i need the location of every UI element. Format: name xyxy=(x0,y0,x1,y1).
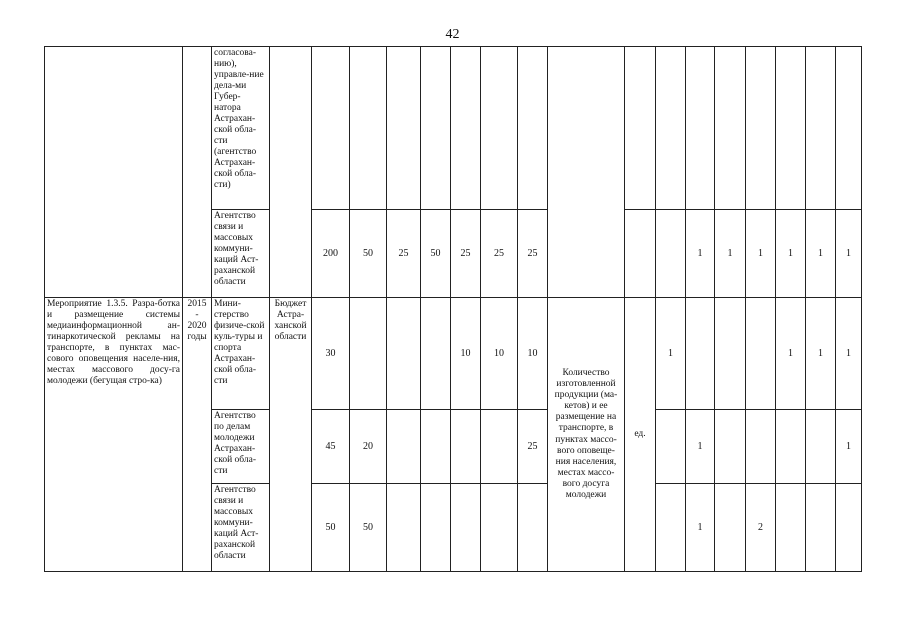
value-cell: 25 xyxy=(387,210,421,298)
value-cell xyxy=(387,298,421,410)
value-cell: 10 xyxy=(481,298,518,410)
executor-cell: Агентство связи и массовых коммуни-каций Аст-раханской области xyxy=(212,484,270,572)
executor-cell: Агентство связи и массовых коммуни-каций Аст-раханской области xyxy=(212,210,270,298)
indicator-cell: 1 xyxy=(686,210,715,298)
value-cell: 50 xyxy=(312,484,350,572)
indicator-cell: 2 xyxy=(746,484,776,572)
value-cell: 25 xyxy=(451,210,481,298)
value-cell: 25 xyxy=(518,210,548,298)
value-cell xyxy=(451,484,481,572)
value-cell: 30 xyxy=(312,298,350,410)
executor-cell: Агентство по делам молодежи Астрахан-ской обла-сти xyxy=(212,410,270,484)
value-cell xyxy=(350,298,387,410)
value-cell: 25 xyxy=(518,410,548,484)
value-cell xyxy=(387,484,421,572)
value-cell: 50 xyxy=(421,210,451,298)
indicator-cell: 1 xyxy=(776,210,806,298)
indicator-cell xyxy=(656,210,686,298)
program-table xyxy=(44,46,862,572)
value-cell: 50 xyxy=(350,210,387,298)
table-row xyxy=(45,47,862,210)
indicator-cell: 1 xyxy=(806,210,836,298)
value-cell xyxy=(451,410,481,484)
indicator-cell xyxy=(806,484,836,572)
indicator-cell: 1 xyxy=(686,410,715,484)
indicator-cell: 1 xyxy=(836,298,862,410)
indicator-cell xyxy=(715,484,746,572)
value-cell: 10 xyxy=(518,298,548,410)
indicator-cell: 1 xyxy=(836,410,862,484)
executor-cell: согласова-нию), управле-ние дела-ми Губер-натора Астрахан-ской обла-сти (агентство Астрахан-ской обла-сти) xyxy=(212,47,270,210)
indicator-cell: 1 xyxy=(686,484,715,572)
indicator-cell: 1 xyxy=(715,210,746,298)
period-cell: 2015 - 2020 годы xyxy=(183,298,212,572)
table-row xyxy=(45,298,862,410)
value-cell xyxy=(421,410,451,484)
value-cell xyxy=(421,484,451,572)
indicator-cell: 1 xyxy=(656,298,686,410)
indicator-name: Количество изготовленной продукции (ма-кетов) и ее размещение на транспорте, в пунктах массо-вого оповеще-ния населения, местах массо-вого досуга молодежи xyxy=(548,298,625,572)
indicator-cell xyxy=(656,484,686,572)
value-cell xyxy=(518,484,548,572)
indicator-cell: 1 xyxy=(836,210,862,298)
value-cell: 50 xyxy=(350,484,387,572)
executor-cell: Мини-стерство физиче-ской куль-туры и спорта Астрахан-ской обла-сти xyxy=(212,298,270,410)
value-cell: 25 xyxy=(481,210,518,298)
indicator-cell xyxy=(715,298,746,410)
source-cell: Бюджет Астра-ханской области xyxy=(270,298,312,572)
indicator-cell xyxy=(746,298,776,410)
indicator-cell xyxy=(686,298,715,410)
indicator-cell: 1 xyxy=(776,298,806,410)
unit-cell: ед. xyxy=(625,298,656,572)
measure-title: Мероприятие 1.3.5. Разра-ботка и размещение системы медиаинформационной ан-тинаркотической рекламы на транспорте, в пунктах мас-сового оповещения населе-ния, местах массового досу-га молодежи (бегущая стро-ка) xyxy=(45,298,183,572)
indicator-cell xyxy=(715,410,746,484)
indicator-cell xyxy=(806,410,836,484)
value-cell: 20 xyxy=(350,410,387,484)
value-cell xyxy=(481,484,518,572)
indicator-cell: 1 xyxy=(806,298,836,410)
value-cell xyxy=(387,410,421,484)
value-cell xyxy=(481,410,518,484)
value-cell: 200 xyxy=(312,210,350,298)
indicator-cell xyxy=(746,410,776,484)
value-cell: 10 xyxy=(451,298,481,410)
value-cell: 45 xyxy=(312,410,350,484)
indicator-cell xyxy=(836,484,862,572)
value-cell xyxy=(421,298,451,410)
indicator-cell xyxy=(776,410,806,484)
indicator-cell xyxy=(776,484,806,572)
indicator-cell xyxy=(656,410,686,484)
indicator-cell: 1 xyxy=(746,210,776,298)
page-number: 42 xyxy=(445,27,460,42)
